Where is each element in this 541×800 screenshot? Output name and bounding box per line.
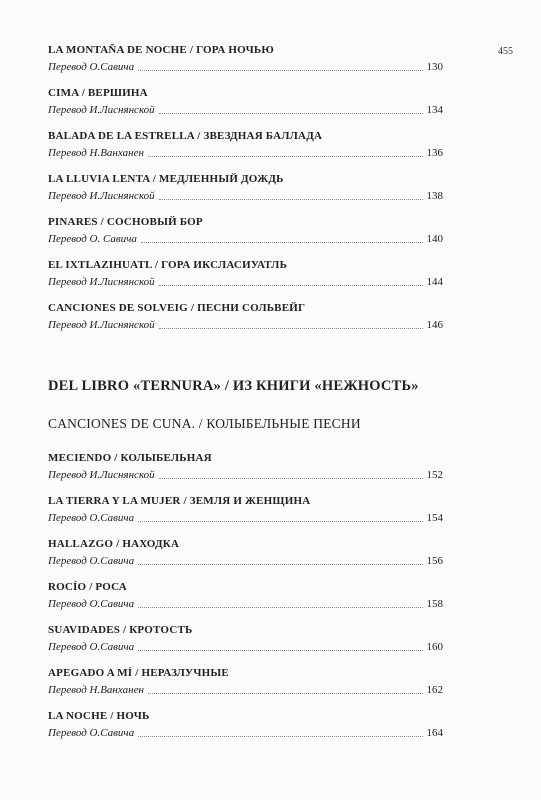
toc-entry[interactable]	[48, 709, 443, 740]
entry-translator: Перевод О.Савича	[48, 555, 135, 567]
toc-entry[interactable]	[48, 580, 443, 611]
toc-entry[interactable]	[48, 129, 443, 160]
toc-entry[interactable]	[48, 451, 443, 482]
entry-page-number: 138	[426, 190, 443, 202]
entry-page-number: 162	[426, 684, 443, 696]
entry-translator: Перевод Н.Ванханен	[48, 684, 144, 696]
entry-title: PINARES / СОСНОВЫЙ БОР	[48, 216, 203, 228]
entry-translator: Перевод И.Лиснянской	[48, 104, 155, 116]
entry-title: MECIENDO / КОЛЫБЕЛЬНАЯ	[48, 452, 212, 464]
entry-translator: Перевод Н.Ванханен	[48, 147, 144, 159]
entry-translator: Перевод И.Лиснянской	[48, 190, 155, 202]
entry-title: ROCÍO / РОСА	[48, 581, 127, 593]
entry-translator: Перевод О.Савича	[48, 61, 135, 73]
entry-page-number: 144	[426, 276, 443, 288]
dot-leader	[159, 284, 423, 286]
dot-leader	[148, 692, 423, 694]
entry-page-number: 160	[426, 641, 443, 653]
toc-entry[interactable]	[48, 666, 443, 697]
toc-entry[interactable]	[48, 494, 443, 525]
entry-title: LA TIERRA Y LA MUJER / ЗЕМЛЯ И ЖЕНЩИНА	[48, 495, 311, 507]
entry-translator: Перевод О. Савича	[48, 233, 137, 245]
entry-title: EL IXTLAZIHUATL / ГОРА ИКСЛАСИУАТЛЬ	[48, 259, 288, 271]
dot-leader	[138, 520, 422, 522]
toc-entry[interactable]	[48, 537, 443, 568]
dot-leader	[159, 198, 423, 200]
entry-title: CANCIONES DE SOLVEIG / ПЕСНИ СОЛЬВЕЙГ	[48, 302, 306, 314]
entry-page-number: 164	[426, 727, 443, 739]
toc-entry[interactable]	[48, 301, 443, 332]
dot-leader	[141, 241, 423, 243]
dot-leader	[159, 477, 423, 479]
entry-title: LA LLUVIA LENTA / МЕДЛЕННЫЙ ДОЖДЬ	[48, 173, 284, 185]
entry-translator: Перевод И.Лиснянской	[48, 319, 155, 331]
entry-translator: Перевод О.Савича	[48, 512, 135, 524]
entry-page-number: 134	[426, 104, 443, 116]
dot-leader	[159, 327, 423, 329]
dot-leader	[148, 155, 423, 157]
entry-page-number: 154	[426, 512, 443, 524]
dot-leader	[138, 69, 422, 71]
entry-title: BALADA DE LA ESTRELLA / ЗВЕЗДНАЯ БАЛЛАДА	[48, 130, 323, 142]
toc-entry[interactable]	[48, 43, 443, 74]
entry-translator: Перевод О.Савича	[48, 641, 135, 653]
toc-entry[interactable]	[48, 258, 443, 289]
toc-entry[interactable]	[48, 172, 443, 203]
dot-leader	[138, 563, 422, 565]
entry-title: LA NOCHE / НОЧЬ	[48, 710, 150, 722]
page-number: 455	[498, 46, 513, 57]
toc-entry[interactable]	[48, 86, 443, 117]
entry-page-number: 156	[426, 555, 443, 567]
dot-leader	[138, 649, 422, 651]
entry-page-number: 152	[426, 469, 443, 481]
entry-page-number: 146	[426, 319, 443, 331]
entry-title: APEGADO A MÍ / НЕРАЗЛУЧНЫЕ	[48, 667, 229, 679]
entry-title: LA MONTAÑA DE NOCHE / ГОРА НОЧЬЮ	[48, 44, 274, 56]
entry-title: CIMA / ВЕРШИНА	[48, 87, 148, 99]
entry-translator: Перевод О.Савича	[48, 598, 135, 610]
section-heading: DEL LIBRO «TERNURA» / ИЗ КНИГИ «НЕЖНОСТЬ»	[48, 378, 419, 394]
entry-translator: Перевод О.Савича	[48, 727, 135, 739]
subsection-heading: CANCIONES DE CUNA. / КОЛЫБЕЛЬНЫЕ ПЕСНИ	[48, 416, 361, 431]
entry-title: SUAVIDADES / КРОТОСТЬ	[48, 624, 193, 636]
entry-page-number: 140	[426, 233, 443, 245]
dot-leader	[138, 606, 422, 608]
entry-page-number: 158	[426, 598, 443, 610]
entry-translator: Перевод И.Лиснянской	[48, 276, 155, 288]
entry-title: HALLAZGO / НАХОДКА	[48, 538, 180, 550]
entry-page-number: 130	[426, 61, 443, 73]
toc-entry[interactable]	[48, 623, 443, 654]
entry-page-number: 136	[426, 147, 443, 159]
dot-leader	[138, 735, 422, 737]
entry-translator: Перевод И.Лиснянской	[48, 469, 155, 481]
dot-leader	[159, 112, 423, 114]
toc-entry[interactable]	[48, 215, 443, 246]
